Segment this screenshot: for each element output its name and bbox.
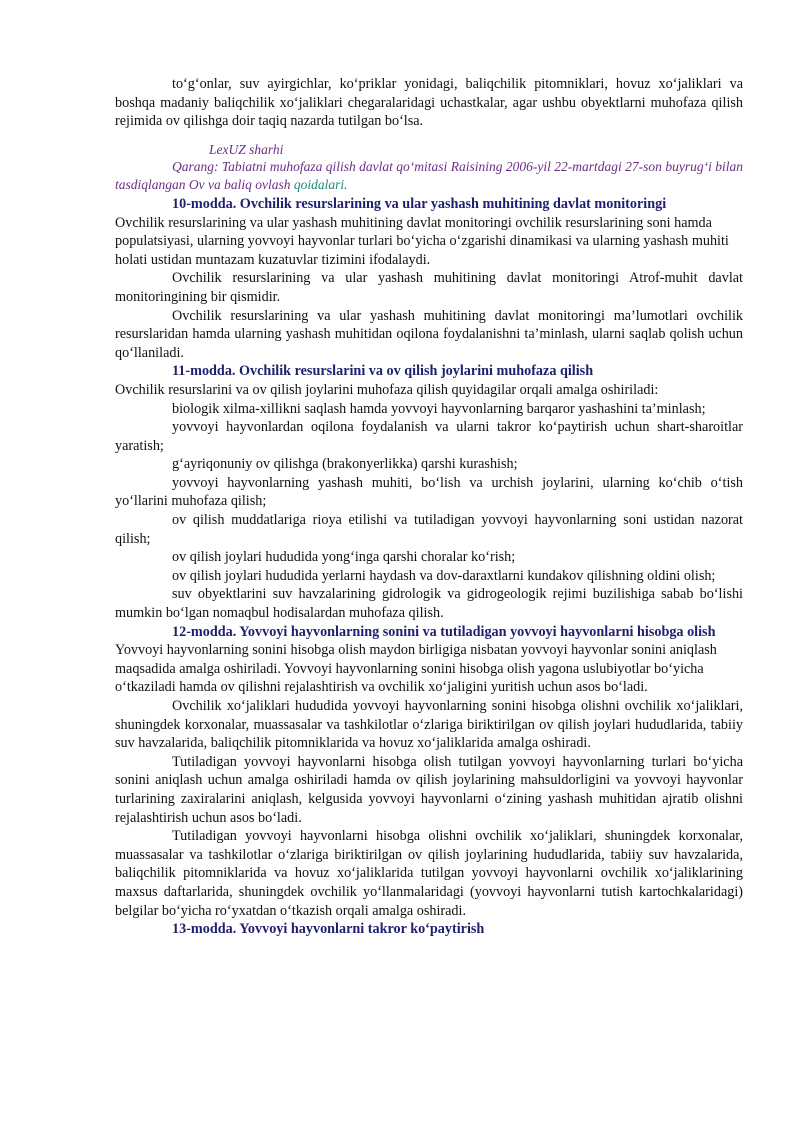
paragraph: Ovchilik resurslarining va ular yashash muhitining davlat monitoringi Atrof-muhit davlat monitoringining bir qismidir.: [115, 270, 743, 305]
list-item: ov qilish joylari hududida yerlarni haydash va dov-daraxtlarni kundakov qilishning oldini olish;: [172, 567, 716, 584]
paragraph: Yovvoyi hayvonlarning sonini hisobga olish maydon birligiga nisbatan yovvoyi hayvonlar sonini aniqlash maqsadida amalga oshiriladi. Yovvoyi hayvonlarning sonini hisobga olish yagona uslubiyotlar bo‘yicha o‘tkaziladi hamda ov qilishni rejalashtirish va ovchilik xo‘jaligini yuritish uchun asos bo‘ladi.: [115, 642, 717, 696]
list-item: g‘ayriqonuniy ov qilishga (brakonyerlikka) qarshi kurashish;: [172, 456, 518, 473]
paragraph: Tutiladigan yovvoyi hayvonlarni hisobga olish tutilgan yovvoyi hayvonlarning turlari bo‘yicha sonini aniqlash uchun amalga oshiriladi hamda ov qilish joylarining mahsuldorligini va yovvoyi hayvonlar turlarining zaxiralarini aniqlash, kelgusida yovvoyi hayvonlarni o‘zining yashash muhitidan ajratib olishni rejalashtirish uchun asos bo‘ladi.: [115, 753, 743, 826]
article-12-heading: 12-modda. Yovvoyi hayvonlarning sonini va tutiladigan yovvoyi hayvonlarni hisobga olish: [172, 623, 716, 640]
list-item: ov qilish joylari hududida yong‘inga qarshi choralar ko‘rish;: [172, 549, 516, 566]
list-item: ov qilish muddatlariga rioya etilishi va tutiladigan yovvoyi hayvonlarning soni ustidan nazorat qilish;: [115, 512, 743, 547]
comment-text: Qarang: Tabiatni muhofaza qilish davlat qo‘mitasi Raisining 2006-yil 22-martdagi 27-son buyrug‘i bilan tasdiqlangan Ov va baliq ovlash: [115, 158, 743, 193]
paragraph: Ovchilik resurslarining va ular yashash muhitining davlat monitoringi ma’lumotlari ovchilik resurslaridan hamda ularning yashash muhitidan oqilona foydalanishni ta’minlash, ularni saqlab qolish uchun qo‘llaniladi.: [115, 307, 743, 361]
list-item: yovvoyi hayvonlarning yashash muhiti, bo‘lish va urchish joylarini, ularning ko‘chib o‘tish yo‘llarini muhofaza qilish;: [115, 474, 743, 510]
article-11-heading: 11-modda. Ovchilik resurslarini va ov qilish joylarini muhofaza qilish: [172, 363, 594, 380]
article-13-heading: 13-modda. Yovvoyi hayvonlarni takror ko‘paytirish: [172, 921, 485, 938]
lexuz-comment-title: LexUZ sharhi: [209, 141, 284, 157]
article-10-heading: 10-modda. Ovchilik resurslarining va ular yashash muhitining davlat monitoringi: [172, 195, 667, 212]
paragraph: Ovchilik resurslarining va ular yashash muhitining davlat monitoringi ovchilik resurslarining soni hamda populatsiyasi, ularning yovvoyi hayvonlar turlari bo‘yicha o‘zgarishi dinamikasi va ularning yashash muhiti holati ustidan muntazam kuzatuvlar tizimini ifodalaydi.: [115, 214, 729, 268]
paragraph: to‘g‘onlar, suv ayirgichlar, ko‘priklar yonidagi, baliqchilik pitomniklari, hovuz xo‘jaliklari va boshqa madaniy baliqchilik xo‘jaliklari chegaralaridagi uchastkalar, agar ushbu obyektlarni muhofaza qilish rejimida ov qilishga doir taqiq nazarda tutilgan bo‘lsa.: [115, 76, 743, 130]
lexuz-comment-text: [115, 158, 743, 195]
list-item: suv obyektlarini suv havzalarining gidrologik va gidrogeologik rejimi buzilishiga sabab bo‘lishi mumkin bo‘lgan nomaqbul hodisalardan muhofaza qilish.: [115, 586, 743, 622]
comment-end: .: [344, 177, 348, 193]
list-item: biologik xilma-xillikni saqlash hamda yovvoyi hayvonlarning barqaror yashashini ta’minlash;: [172, 400, 706, 417]
paragraph: Ovchilik resurslarini va ov qilish joylarini muhofaza qilish quyidagilar orqali amalga oshiriladi:: [115, 381, 659, 398]
rules-link[interactable]: qoidalari: [293, 177, 345, 193]
list-item: yovvoyi hayvonlardan oqilona foydalanish va ularni takror ko‘paytirish uchun shart-sharoitlar yaratish;: [115, 419, 743, 454]
paragraph: Tutiladigan yovvoyi hayvonlarni hisobga olishni ovchilik xo‘jaliklari, shuningdek korxonalar, muassasalar va tashkilotlar o‘zlariga biriktirilgan ov qilish joylarining hududlarida, tabiiy suv havzalarida, baliqchilik pitomniklarida va hovuz xo‘jaliklarida tutilgan yovvoyi hayvonlarni ovchilik xo‘jaliklarining maxsus daftarlarida, shuningdek ovchilik yo‘llanmalaridagi (yovvoyi hayvonlarni tutish kartochkalaridagi) belgilar bo‘yicha ro‘yxatdan o‘tkazish orqali amalga oshiradi.: [115, 828, 743, 919]
paragraph: Ovchilik xo‘jaliklari hududida yovvoyi hayvonlarning sonini hisobga olishni ovchilik xo‘jaliklari, shuningdek korxonalar, muassasalar va tashkilotlar o‘zlariga biriktirilgan ov qilish joylari hududlarida, tabiiy suv havzalarida, baliqchilik pitomniklarida va hovuz xo‘jaliklarida amalga oshiradi.: [115, 698, 743, 752]
